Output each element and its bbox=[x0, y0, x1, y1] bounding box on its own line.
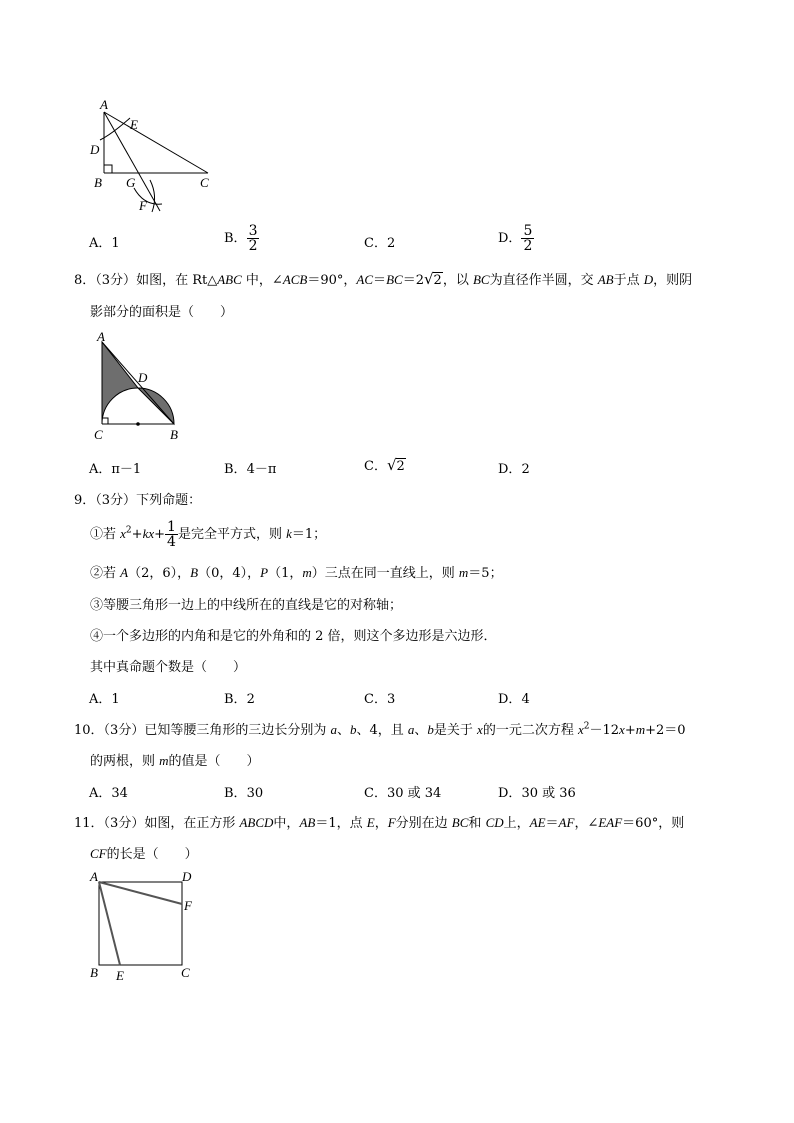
label-d: D bbox=[138, 370, 148, 385]
center-dot bbox=[136, 422, 140, 426]
q7-option-b-fraction: $\frac{3}{2}$ bbox=[248, 223, 258, 254]
q8-stem-line2: 影部分的面积是（ ） bbox=[90, 305, 234, 320]
q7-option-a[interactable]: A．1 bbox=[89, 236, 120, 251]
q9-statement-1: ①若 $x^2+kx+$ $\frac{1}{4}$ 是完全平方式，则 k＝1； bbox=[90, 519, 327, 550]
q10-option-c[interactable]: C．30 或 34 bbox=[364, 786, 442, 801]
label-d: D bbox=[182, 870, 192, 884]
q8-figure bbox=[88, 330, 198, 446]
q8-option-a[interactable]: A．π－1 bbox=[89, 462, 142, 477]
q11-stem-line1: 11．（3分）如图，在正方形 ABCD中，AB＝1，点 E，F分别在边 BC和 CD上，AE＝AF，∠EAF＝60°，则 bbox=[74, 815, 685, 831]
q9-option-a[interactable]: A．1 bbox=[89, 692, 120, 707]
q8-option-b[interactable]: B．4－π bbox=[224, 462, 277, 477]
q9-option-b[interactable]: B．2 bbox=[224, 692, 255, 707]
label-c: C bbox=[94, 427, 103, 442]
q9-option-d[interactable]: D．4 bbox=[498, 692, 530, 707]
q7-option-c[interactable]: C．2 bbox=[364, 236, 396, 251]
q8-stem-line1: 8．（3分）如图，在 Rt△ABC 中，∠ACB＝90°，AC＝BC＝2√2，以 BC为直径作半圆，交 AB于点 D，则阴 bbox=[74, 270, 693, 288]
arc-f-right bbox=[150, 180, 155, 212]
q9-stem: 9．（3分）下列命题： bbox=[74, 493, 202, 508]
q9-statement-3: ③等腰三角形一边上的中线所在的直线是它的对称轴； bbox=[90, 598, 403, 613]
label-a: A bbox=[97, 330, 105, 344]
label-e: E bbox=[130, 117, 138, 132]
right-angle-mark bbox=[102, 418, 108, 424]
label-e: E bbox=[116, 968, 124, 983]
label-b: B bbox=[170, 427, 178, 442]
q7-option-b[interactable]: B． $\frac{3}{2}$ bbox=[224, 223, 258, 254]
label-c: C bbox=[200, 175, 209, 190]
q10-option-b[interactable]: B．30 bbox=[224, 786, 264, 801]
q10-stem-line2: 的两根，则 m的值是（ ） bbox=[90, 753, 260, 769]
q9-statement-2: ②若 A（2，6），B（0，4），P（1，m）三点在同一直线上，则 m＝5； bbox=[90, 565, 503, 581]
label-c: C bbox=[181, 965, 190, 980]
label-g: G bbox=[126, 175, 136, 190]
q10-stem-line1: 10．（3分）已知等腰三角形的三边长分别为 a、b、4，且 a、b是关于 x的一元二次方程 $x^2-12x+m+2=0$ bbox=[74, 721, 686, 738]
square-abcd bbox=[99, 882, 182, 965]
segment-ac bbox=[104, 112, 208, 173]
label-b: B bbox=[90, 965, 98, 980]
q9-question: 其中真命题个数是（ ） bbox=[90, 660, 247, 675]
q11-stem-line2: CF的长是（ ） bbox=[90, 846, 198, 862]
label-d: D bbox=[90, 142, 100, 157]
q7-option-d-fraction: $\frac{5}{2}$ bbox=[523, 223, 533, 254]
q7-option-d[interactable]: D． $\frac{5}{2}$ bbox=[498, 223, 533, 254]
q10-option-d[interactable]: D．30 或 36 bbox=[498, 786, 576, 801]
segment-ae bbox=[99, 882, 120, 965]
segment-af bbox=[99, 882, 182, 904]
label-b: B bbox=[94, 175, 102, 190]
q9-option-c[interactable]: C．3 bbox=[364, 692, 396, 707]
q9-statement-4: ④一个多边形的内角和是它的外角和的 2 倍，则这个多边形是六边形． bbox=[90, 629, 497, 644]
right-angle-mark bbox=[104, 165, 112, 173]
label-a: A bbox=[90, 870, 98, 884]
label-f: F bbox=[139, 198, 147, 213]
shaded-region-left bbox=[102, 342, 138, 424]
q8-option-d[interactable]: D．2 bbox=[498, 462, 530, 477]
label-a: A bbox=[100, 97, 108, 112]
q11-figure bbox=[86, 870, 200, 986]
q7-figure bbox=[84, 96, 224, 216]
q8-option-c[interactable]: C．√2 bbox=[364, 456, 405, 474]
q10-option-a[interactable]: A．34 bbox=[89, 786, 128, 801]
label-f: F bbox=[184, 898, 192, 913]
